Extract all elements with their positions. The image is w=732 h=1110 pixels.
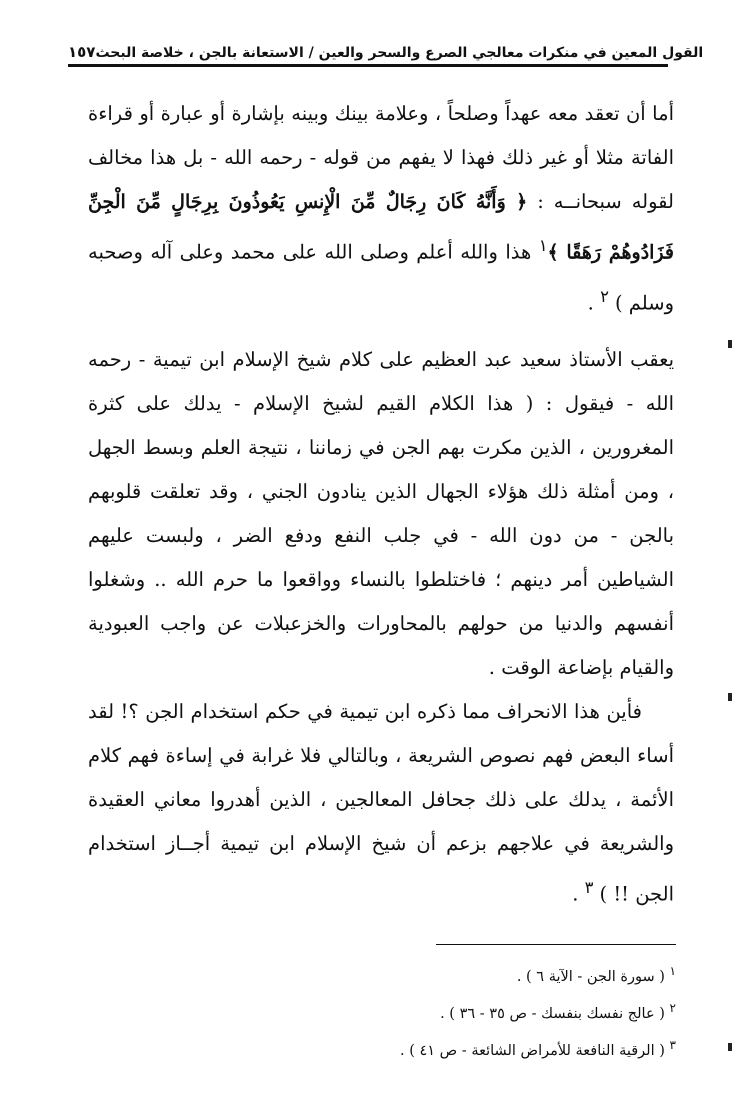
paragraph-3 (88, 690, 674, 917)
page-body (88, 92, 674, 917)
footnotes (300, 956, 676, 1066)
scan-edge-mark (728, 1043, 732, 1051)
paragraph-2: يعقب الأستاذ سعيد عبد العظيم على كلام شيخ الإسلام ابن تيمية - رحمه الله - فيقول : ( هذا الكلام القيم لشيخ الإسلام - يدلك على كثرة المغرورين ، الذين مكرت بهم الجن في زماننا ، نتيجة العلم وبسط الجهل ، ومن أمثلة ذلك هؤلاء الجهال الذين ينادون الجني ، وقد تعلقت قلوبهم بالجن - من دون الله - في جلب النفع ودفع الضر ، ولبست عليهم الشياطين أمر دينهم ؛ فاختلطوا بالنساء وواقعوا ما حرم الله .. وشغلوا أنفسهم والدنيا من حولهم بالمحاورات والخزعبلات عن واجب العبودية والقيام بإضاعة الوقت . (88, 348, 674, 679)
quran-verse: ﴿ وَأَنَّهُ كَانَ رِجَالٌ مِّنَ الْإِنسِ يَعُوذُونَ بِرِجَالٍ مِّنَ الْجِنِّ فَزَادُوهُمْ رَهَقًا ﴾ (88, 191, 674, 264)
footnote-separator (436, 944, 676, 945)
scan-edge-mark (728, 693, 732, 701)
paragraph-1-end: . (587, 291, 594, 314)
paragraph-1-line-2: قراءة الفاتة مثلا أو غير ذلك فهذا لا يفهم من قوله - رحمه الله - بل هذا (88, 102, 674, 169)
running-head: القول المعين في منكرات معالجي الصرع والسحر والعين / الاستعانة بالجن ، خلاصة البحث (95, 45, 704, 61)
footnote-text: ( سورة الجن - الآية ٦ ) . (516, 968, 665, 985)
paragraph-1-line-1: أما أن تعقد معه عهداً وصلحاً ، وعلامة بينك وبينه بإشارة أو عبارة أو (139, 102, 674, 125)
page-number: ١٥٧ (68, 43, 96, 61)
paragraph-3-text: فأين هذا الانحراف مما ذكره ابن تيمية في حكم استخدام الجن ؟! لقد أساء البعض فهم نصوص الشريعة ، وبالتالي فلا غرابة في إساءة فهم كلام الأئمة ، يدلك على ذلك جحافل المعالجين ، الذين أهدروا معاني العقيدة والشريعة في علاجهم بزعم أن شيخ الإسلام ابن تيمية أجــاز استخدام الجن !! ) (88, 700, 675, 906)
footnote-text: ( الرقية النافعة للأمراض الشائعة - ص ٤١ ) . (400, 1042, 665, 1059)
scan-edge-mark (728, 340, 732, 348)
paragraph-1 (88, 92, 674, 312)
page-header (68, 30, 704, 67)
paragraph-3-end: . (572, 882, 579, 906)
footnote-ref-3: ٣ (584, 878, 594, 897)
footnote-1 (300, 956, 676, 993)
footnote-text: ( عالج نفسك بنفسك - ص ٣٥ - ٣٦ ) . (440, 1005, 665, 1022)
footnote-ref-2: ٢ (600, 286, 609, 306)
paragraph-1-lead: مخالف لقوله سبحانــه : (88, 146, 674, 213)
footnote-ref-1: ١ (538, 236, 548, 255)
footnote-2 (300, 993, 676, 1030)
footnote-3 (300, 1030, 676, 1067)
footnote-number: ٢ (669, 1000, 676, 1015)
footnote-number: ١ (669, 964, 676, 978)
footnote-number: ٣ (669, 1037, 676, 1052)
paragraph-1-tail: هذا والله أعلم وصلى الله على محمد وعلى آله وصحبه وسلم ) (88, 240, 674, 314)
